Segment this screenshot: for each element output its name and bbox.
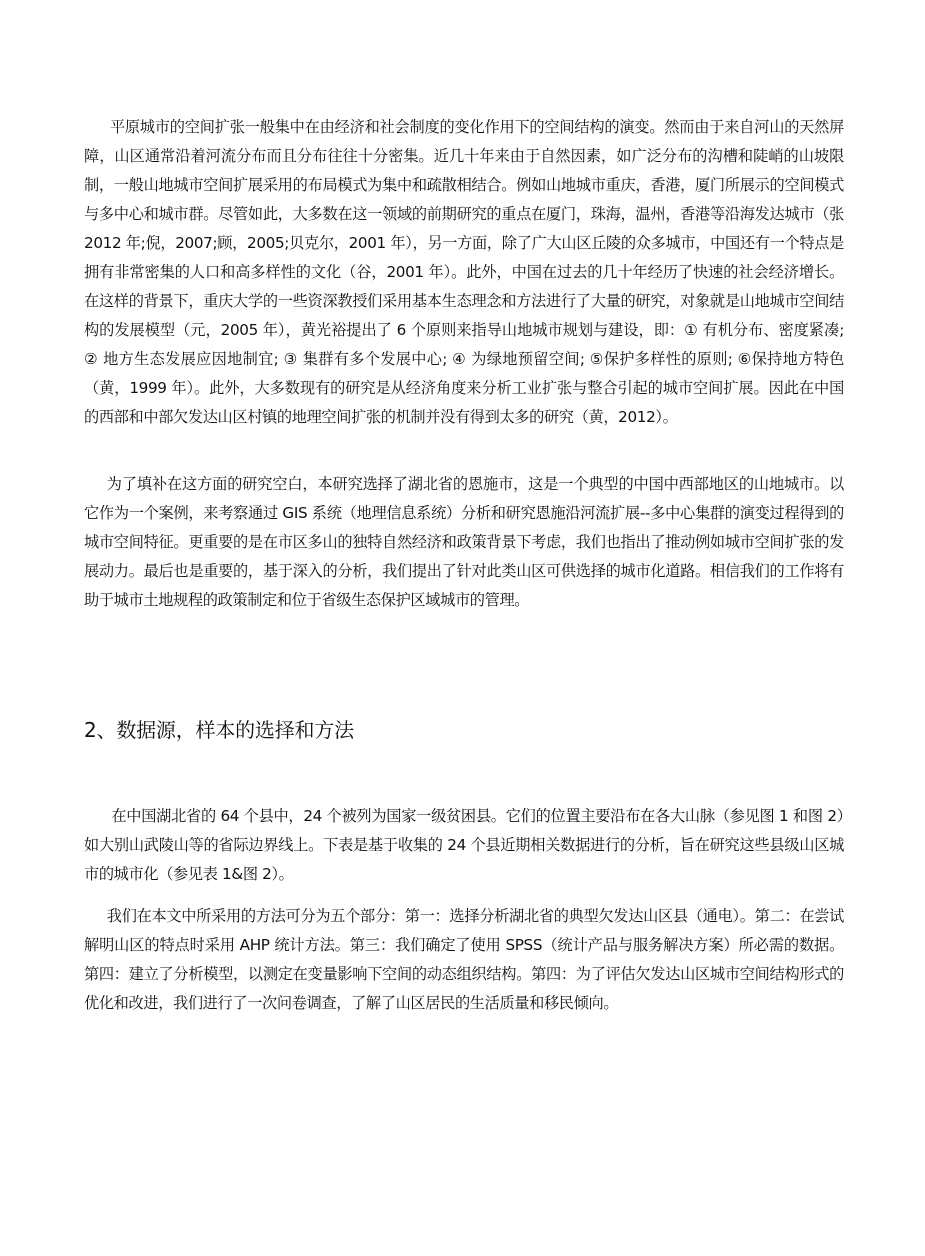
section-heading-data-sources: 2、数据源，样本的选择和方法 — [84, 718, 354, 742]
paragraph-poverty-counties: 在中国湖北省的 64 个县中，24 个被列为国家一级贫困县。它们的位置主要沿布在各大山脉（参见图 1 和图 2）如大别山武陵山等的省际边界线上。下表是基于收集的 24 个县近期相关数据进行的分析，旨在研究这些县级山区城市的城市化（参见表 1&图 2）。 — [84, 807, 844, 883]
paragraph-methods: 我们在本文中所采用的方法可分为五个部分：第一：选择分析湖北省的典型欠发达山区县（通电）。第二：在尝试解明山区的特点时采用 AHP 统计方法。第三：我们确定了使用 SPSS（统计产品与服务解决方案）所必需的数据。第四：建立了分析模型，以测定在变量影响下空间的动态组织结构。第四：为了评估欠发达山区城市空间结构形式的优化和改进，我们进行了一次问卷调查，了解了山区居民的生活质量和移民倾向。 — [84, 907, 844, 1012]
paragraph-research-gap-enshi: 为了填补在这方面的研究空白，本研究选择了湖北省的恩施市，这是一个典型的中国中西部地区的山地城市。以它作为一个案例，来考察通过 GIS 系统（地理信息系统）分析和研究恩施沿河流扩展--多中心集群的演变过程得到的城市空间特征。更重要的是在市区多山的独特自然经济和政策背景下考虑，我们也指出了推动例如城市空间扩张的发展动力。最后也是重要的，基于深入的分析，我们提出了针对此类山区可供选择的城市化道路。相信我们的工作将有助于城市土地规程的政策制定和位于省级生态保护区域城市的管理。 — [84, 475, 844, 609]
paragraph-intro-spatial-expansion: 平原城市的空间扩张一般集中在由经济和社会制度的变化作用下的空间结构的演变。然而由于来自河山的天然屏障，山区通常沿着河流分布而且分布往往十分密集。近几十年来由于自然因素，如广泛分布的沟槽和陡峭的山坡限制，一般山地城市空间扩展采用的布局模式为集中和疏散相结合。例如山地城市重庆，香港，厦门所展示的空间模式与多中心和城市群。尽管如此，大多数在这一领域的前期研究的重点在厦门，珠海，温州，香港等沿海发达城市（张 2012 年;倪，2007;顾，2005;贝克尔，2001 年），另一方面，除了广大山区丘陵的众多城市，中国还有一个特点是拥有非常密集的人口和高多样性的文化（谷，2001 年）。此外，中国在过去的几十年经历了快速的社会经济增长。在这样的背景下，重庆大学的一些资深教授们采用基本生态理念和方法进行了大量的研究，对象就是山地城市空间结构的发展模型（元，2005 年），黄光裕提出了 6 个原则来指导山地城市规划与建设，即：① 有机分布、密度紧凑; ② 地方生态发展应因地制宜; ③ 集群有多个发展中心; ④ 为绿地预留空间; ⑤保护多样性的原则; ⑥保持地方特色（黄，1999 年）。此外，大多数现有的研究是从经济角度来分析工业扩张与整合引起的城市空间扩展。因此在中国的西部和中部欠发达山区村镇的地理空间扩张的机制并没有得到太多的研究（黄，2012）。 — [84, 118, 844, 426]
